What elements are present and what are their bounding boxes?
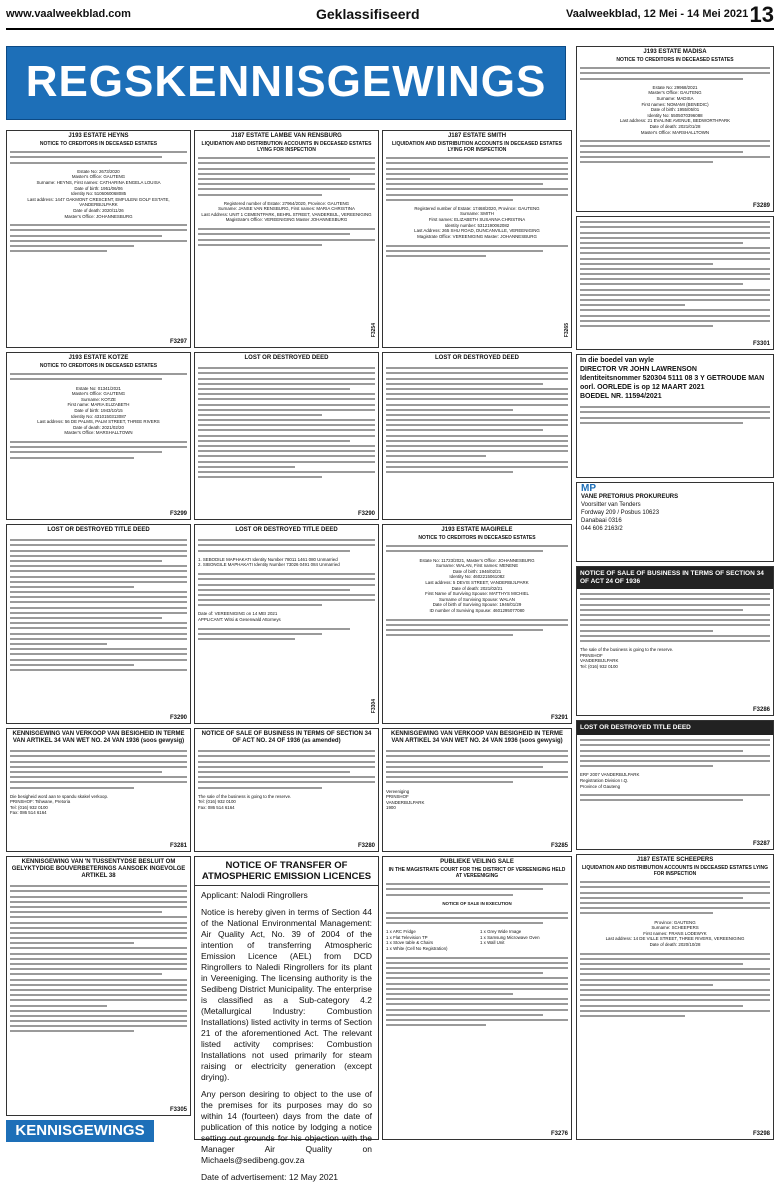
page-header bbox=[6, 4, 774, 30]
notice-subtitle: NOTICE TO CREDITORS IN DECEASED ESTATES bbox=[39, 363, 158, 369]
notice-public-auction bbox=[382, 856, 572, 1140]
mp-logo: MP bbox=[581, 483, 596, 494]
notice-title: LOST OR DESTROYED TITLE DEED bbox=[577, 721, 773, 735]
footer-label: KENNISGEWINGS bbox=[15, 1122, 145, 1139]
notice-line: NOTICE OF SALE IN EXECUTION bbox=[442, 900, 512, 906]
notice-line: Surname: KOTZE bbox=[81, 396, 116, 402]
notice-line: Surname: SCHEEPERS bbox=[651, 925, 699, 931]
notice-ref: F3297 bbox=[169, 339, 187, 345]
auction-item: 1 x Grey Wide Image bbox=[480, 929, 522, 935]
notice-line: Identiteitsnommer 520304 5111 08 3 Y GETROUDE MAN bbox=[580, 375, 765, 382]
notice-line: Master's Office: GAUTENG bbox=[71, 391, 126, 397]
notice-line: Identity No: 5505070396088 bbox=[647, 112, 703, 118]
notice-line: First names: FRANS LODEWYK bbox=[643, 930, 707, 936]
notice-paragraph: Notice is hereby given in terms of Section 44 of the National Environmental Management: Air Quality Act, No. 39 of 2004 of the intention of transferring Atmospheric Emission Licence (AEL) from DCD Ringrollers to Naledi Ringrollers for its plant in Vereeniging. The licensing authority is the Sedibeng District Municipality. The enterprise is classified as a Sub-category 4.2 (Metallurgical Industry: Combustion Installations) listed activity in terms of Section 21 of the aforementioned Act. The relevant listed activity comprises: Combustion Installations not used primarily for steam raising or electricity generation (except drying). bbox=[201, 907, 373, 1082]
notice-estate-scheepers bbox=[576, 854, 774, 1140]
section-title: Geklassifiseerd bbox=[316, 6, 420, 22]
notice-subtitle: NOTICE TO CREDITORS IN DECEASED ESTATES bbox=[616, 57, 734, 63]
notice-line: Date of birth: 1943/10/15 bbox=[74, 407, 123, 413]
notice-estate-madisa bbox=[576, 46, 774, 212]
notice-line: VANDERBIJLPARK bbox=[580, 658, 619, 664]
notice-body bbox=[383, 788, 571, 812]
notice-line: First names: ELIZABETH SUSANNA CHRISTINA bbox=[428, 217, 526, 223]
notice-line: Last address: 5 DEVIS STREET, VANDERBIJLPARK bbox=[425, 579, 529, 585]
notice-line: Date of birth: 1946/02/21 bbox=[452, 568, 502, 574]
notice-ref: F3305 bbox=[169, 1107, 187, 1113]
notice-lost-title-deed-b bbox=[194, 524, 379, 724]
notice-applicant: Applicant: Nalodi Ringrollers bbox=[195, 885, 378, 904]
notice-subtitle: LIQUIDATION AND DISTRIBUTION ACCOUNTS IN DECEASED ESTATES LYING FOR INSPECTION bbox=[201, 141, 372, 153]
notice-line: Surname: MADISA bbox=[656, 95, 694, 101]
notice-body bbox=[577, 646, 773, 670]
notice-title: J193 ESTATE KOTZE bbox=[68, 355, 129, 361]
notice-estate-walan bbox=[382, 524, 572, 724]
notice-line: Last Address: UNIT 1 CEMENTPARK, BEHRL STREET, VANDERBIJL, VEREENIGING bbox=[201, 211, 372, 217]
notice-line: Date of death: 2021/02/21 bbox=[451, 585, 503, 591]
notice-body bbox=[195, 610, 378, 623]
notice-line: Estate No: 29968/2021 bbox=[652, 84, 698, 90]
notice-line: Fax: 086 514 6164 bbox=[10, 810, 47, 816]
auction-items-left bbox=[383, 928, 477, 952]
notice-line: Last address: 1447 OAKMONT CRESCENT, EMFULENI GOLF ESTATE, VANDERBIJLPARK bbox=[27, 196, 170, 208]
notice-line: Vereeniging bbox=[386, 788, 410, 794]
notice-subtitle: NOTICE TO CREDITORS IN DECEASED ESTATES bbox=[39, 141, 158, 147]
notice-line: Province of Gauteng bbox=[580, 783, 621, 789]
notice-estate-heyns bbox=[6, 130, 191, 348]
page-number: 13 bbox=[749, 2, 774, 27]
notice-ref: F3281 bbox=[169, 843, 187, 849]
notice-line: Die besigheid word aan te spandu skakel verkoop. bbox=[10, 793, 109, 799]
notice-estate-kotze bbox=[6, 352, 191, 520]
notice-line: 044 606 2163/2 bbox=[581, 526, 623, 532]
notice-ref: F3285 bbox=[550, 843, 568, 849]
notice-line: Magistrate's Office: VEREENIGING Master JOHANNESBURG bbox=[225, 217, 348, 223]
notice-line: Master's Office: GAUTENG bbox=[71, 174, 126, 180]
notice-title: J187 ESTATE SMITH bbox=[447, 133, 507, 139]
notice-ref: F3265 bbox=[564, 322, 570, 337]
notice-line: Last Address: 265 SHU ROAD, DUNCANVILLE, VEREENIGING bbox=[414, 228, 540, 234]
notice-lost-deed-3 bbox=[576, 720, 774, 850]
notice-sale-business-af-2 bbox=[382, 728, 572, 852]
notice-line: Estate No: 2673/2020 bbox=[77, 168, 120, 174]
notice-ref: F3280 bbox=[357, 843, 375, 849]
notice-line: Master's Office: MARSHALLTOWN bbox=[640, 129, 710, 135]
notice-ref: F3290 bbox=[169, 715, 187, 721]
notice-line: Surname: SMITH bbox=[460, 211, 494, 217]
notice-line: Estate No: 11723/2021, Master's Office: JOHANNESBURG bbox=[419, 557, 535, 563]
notice-line: Last address: 21 EVALINE AVENUE, BEDWORTHPARK bbox=[619, 118, 731, 124]
notice-line: Date of death: 2020/10/28 bbox=[649, 941, 701, 947]
notice-body bbox=[383, 557, 571, 615]
notice-line: Date of: VEREENIGING on 14 MEI 2021 bbox=[198, 611, 278, 617]
notice-title: NOTICE OF SALE OF BUSINESS IN TERMS OF SECTION 34 OF ACT NO. 24 OF 1936 (as amended) bbox=[201, 731, 372, 744]
notice-body bbox=[195, 793, 378, 812]
notice-wynand-estate bbox=[576, 354, 774, 478]
notice-ref: F3286 bbox=[752, 707, 770, 713]
notice-line: Fordway 209 / Posbus 10623 bbox=[581, 510, 660, 516]
notice-line: oorl. OORLEDE is op 12 MAART 2021 bbox=[580, 384, 705, 391]
notice-subtitle: NOTICE TO CREDITORS IN DECEASED ESTATES bbox=[418, 535, 536, 541]
site-url[interactable]: www.vaalweekblad.com bbox=[6, 8, 131, 20]
notice-estate-jvr bbox=[194, 130, 379, 348]
notice-ref: F3299 bbox=[169, 511, 187, 517]
auction-item: 1 x Wall Unit bbox=[480, 940, 505, 946]
notice-line: First name: MARIA ELIZABETH bbox=[67, 402, 130, 408]
notice-line: VANDERBIJLPARK bbox=[386, 799, 425, 805]
notice-body bbox=[7, 385, 190, 437]
notice-line: Identity number: 5312190062082 bbox=[444, 222, 510, 228]
auction-items-right bbox=[477, 928, 571, 952]
notice-body bbox=[577, 355, 773, 402]
notice-subtitle: LIQUIDATION AND DISTRIBUTION ACCOUNTS IN DECEASED ESTATES LYING FOR INSPECTION bbox=[581, 865, 769, 877]
notice-body bbox=[383, 205, 571, 241]
notice-line: The sale of the business is going to the reserve. bbox=[198, 793, 292, 799]
notice-ref: F3301 bbox=[752, 341, 770, 347]
notice-title: NOTICE OF TRANSFER OF ATMOSPHERIC EMISSION LICENCES bbox=[201, 860, 372, 882]
notice-subtitle: IN THE MAGISTRATE COURT FOR THE DISTRICT OF VEREENIGING HELD AT VEREENIGING bbox=[388, 867, 566, 879]
notice-title: J187 ESTATE SCHEEPERS bbox=[636, 857, 714, 863]
notice-title: LOST OR DESTROYED TITLE DEED bbox=[47, 527, 150, 533]
notice-line: Surname: JANSE VAN RENSBURG, First names: MARIA CHRISTINA bbox=[218, 206, 355, 212]
notice-estate-smith bbox=[382, 130, 572, 348]
notice-line: Surname: WALAN, First names: MENENE bbox=[435, 563, 519, 569]
notice-line: Master's Office: MARSHALLTOWN bbox=[64, 430, 133, 436]
notice-section34-right bbox=[576, 566, 774, 716]
notice-ref: F3304 bbox=[371, 698, 377, 713]
notice-line: 1. SEBODILE MAPHAKATI Identity Number 78011 1461 080 Unmarried bbox=[198, 556, 338, 562]
notice-sale-business-af bbox=[6, 728, 191, 852]
notice-body bbox=[195, 200, 378, 224]
notice-title: In die boedel van wyle bbox=[580, 357, 654, 364]
notice-line: Registered number of Estate: 27964/2020, Province: GAUTENG bbox=[223, 200, 350, 206]
notice-line: First names: NOMAMI (BENEDIC) bbox=[641, 101, 709, 107]
notice-lost-deed-1 bbox=[194, 352, 379, 520]
notice-ref: F3298 bbox=[752, 1131, 770, 1137]
notice-line: APPLICANT: Witsi & Gesenwald Attorneys bbox=[198, 617, 281, 623]
notice-line: Master's Office: JOHANNESBURG bbox=[64, 213, 133, 219]
notice-line: Surname: HEYNS, First names: CATHARINA ENGELA LOUISA bbox=[36, 179, 161, 185]
notice-body bbox=[577, 483, 773, 535]
notice-title: VANE PRETORIUS PROKUREURS bbox=[581, 494, 679, 500]
notice-line: Date of birth: 1951/06/06 bbox=[74, 185, 123, 191]
notice-title: KENNISGEWING VAN VERKOOP VAN BESIGHEID IN TERME VAN ARTIKEL 34 VAN WET NO. 24 VAN 1936 (soos gewysig) bbox=[12, 731, 185, 744]
notice-title: NOTICE OF SALE OF BUSINESS IN TERMS OF SECTION 34 OF ACT 24 OF 1936 bbox=[577, 567, 773, 589]
notice-line: ERF 2007 VANDERBIJLPARK bbox=[580, 772, 640, 778]
notice-line: The sale of the business is going to the reserve. bbox=[580, 647, 674, 653]
notice-title: KENNISGEWING VAN VERKOOP VAN BESIGHEID IN TERME VAN ARTIKEL 34 VAN WET NO. 24 VAN 1936 (soos gewysig) bbox=[390, 731, 564, 744]
notice-line: Date of death: 2020/11/26 bbox=[73, 207, 124, 213]
auction-item: 1 x ARC Fridge bbox=[386, 929, 416, 935]
notice-line: BOEDEL NR. 11594/2021 bbox=[580, 393, 662, 400]
notice-line: ID number of Surviving Spouse: 4601295077080 bbox=[429, 607, 525, 613]
notice-line: PRINSHOF bbox=[386, 794, 409, 800]
notice-body bbox=[195, 556, 378, 569]
notice-line: Last address: 56 DE PALMS, PALM STREET, THREE RIVERS bbox=[37, 419, 160, 425]
notice-line: Registered number of Estate: 17468/2020, Province: GAUTENG bbox=[414, 205, 540, 211]
notice-line: Identity No: 4602215061082 bbox=[449, 574, 505, 580]
notice-title: LOST OR DESTROYED TITLE DEED bbox=[235, 527, 338, 533]
notice-line: Magistrate Office: VEREENIGING Master: JOHANNESBURG bbox=[417, 233, 537, 239]
notice-line: Registration Division I.Q. bbox=[580, 777, 629, 783]
notice-line: 2. SIBONGILE MAPHAKATI Identity Number 73026 0491 084 Unmarried bbox=[198, 562, 340, 568]
notice-title: J187 ESTATE LAMBE VAN RENSBURG bbox=[231, 133, 342, 139]
notice-line: Master's Office: GAUTENG bbox=[648, 90, 702, 96]
issue-date: Vaalweekblad, 12 Mei - 14 Mei 2021 bbox=[566, 8, 749, 20]
notice-body bbox=[577, 771, 773, 790]
notice-ref: F3254 bbox=[371, 322, 377, 337]
notice-lost-title-deed-a bbox=[6, 524, 191, 724]
notice-atmospheric-emission bbox=[194, 856, 379, 1182]
notice-title: J193 ESTATE HEYNS bbox=[68, 133, 129, 139]
notice-title: LOST OR DESTROYED DEED bbox=[244, 355, 329, 361]
notice-title: LOST OR DESTROYED DEED bbox=[434, 355, 519, 361]
notice-sale-business-en bbox=[194, 728, 379, 852]
notice-line: Estate No: 01341/2021 bbox=[76, 385, 121, 391]
notice-line: First Name of Surviving Spouse: MATTHYS MICHIEL bbox=[425, 591, 529, 597]
notice-line: Fax: 086 514 6164 bbox=[198, 804, 235, 810]
notice-title: PUBLIEKE VEILING SALE bbox=[440, 859, 514, 865]
section-banner bbox=[6, 46, 566, 120]
notice-line: PRINSHOF bbox=[580, 652, 603, 658]
notice-line: DIRECTOR VR JOHN LAWRENSON bbox=[580, 366, 697, 373]
notice-line: Date of death: 2021/02/20 bbox=[73, 424, 124, 430]
notice-body bbox=[577, 84, 773, 136]
notice-line: Date of death: 2021/01/28 bbox=[649, 123, 701, 129]
notice-line: Voorsitter van Tenders bbox=[581, 502, 641, 508]
notice-title: J193 ESTATE MAGIRELE bbox=[441, 527, 513, 533]
footer-kennisgewings bbox=[6, 1120, 154, 1142]
auction-item: 1 x Stove table & Chairs bbox=[386, 940, 434, 946]
notice-body bbox=[7, 793, 190, 817]
notice-line: PRINSHOF: Tshwane, Pretoria bbox=[10, 799, 71, 805]
notice-body bbox=[7, 168, 190, 220]
notice-lost-deed-4 bbox=[576, 216, 774, 350]
notice-ref: F3287 bbox=[752, 841, 770, 847]
notice-lost-deed-2 bbox=[382, 352, 572, 520]
notice-ref: F3291 bbox=[550, 715, 568, 721]
notice-line: Tel: (016) 932 0100 bbox=[198, 799, 236, 805]
notice-line: Date of birth: 1955/05/01 bbox=[650, 107, 700, 113]
notice-line: Province: GAUTENG bbox=[654, 919, 696, 925]
notice-line: Surname of Surviving Spouse: WALAN bbox=[439, 596, 515, 602]
notice-title: J193 ESTATE MADISA bbox=[643, 49, 707, 55]
notice-mp-attorneys bbox=[576, 482, 774, 562]
notice-line: Date of birth of Surviving Spouse: 1946/01/29 bbox=[432, 602, 522, 608]
notice-title: KENNISGEWING VAN 'N TUSSENTYDSE BESLUIT OM GELYKTYDIGE BOUVERBETERINGS AANSOEK INGEVOLGE ARTIKEL 38 bbox=[11, 859, 186, 879]
notice-line: Last address: 14 DE VILLE STREET, THREE RIVERS, VEREENIGING bbox=[605, 936, 745, 942]
banner-title: REGSKENNISGEWINGS bbox=[25, 57, 547, 106]
auction-item: 1 x Flat Television TP bbox=[386, 934, 428, 940]
notice-subtitle: LIQUIDATION AND DISTRIBUTION ACCOUNTS IN DECEASED ESTATES LYING FOR INSPECTION bbox=[392, 141, 562, 153]
notice-paragraph: Any person desiring to object to the use of the premises for its purposes may do so within 14 (fourteen) days from the date of publication of this notice by lodging a notice setting out grounds for his objection with the Manager Air Quality on Michaels@sedibeng.gov.za bbox=[201, 1089, 372, 1165]
notice-line: Identity No: 4310150313087 bbox=[70, 413, 127, 419]
notice-kennisgewing-bouverbeterings bbox=[6, 856, 191, 1116]
notice-ref: F3289 bbox=[752, 203, 770, 209]
auction-item: 1 x White (Cell No Registration) bbox=[386, 945, 448, 951]
notice-date: Date of advertisement: 12 May 2021 bbox=[201, 1172, 339, 1182]
notice-line: 1900 bbox=[386, 805, 396, 811]
notice-body bbox=[577, 919, 773, 949]
notice-line: Tel: (016) 932 0100 bbox=[580, 663, 618, 669]
notice-ref: F3276 bbox=[550, 1131, 568, 1137]
notice-line: Danabaai 0316 bbox=[581, 518, 622, 524]
notice-line: Tel: (016) 932 0100 bbox=[10, 804, 48, 810]
notice-line: Identity No: 5106060068085 bbox=[70, 191, 127, 197]
auction-item: 1 x Samsung Microwave Oven bbox=[480, 934, 540, 940]
notice-ref: F3290 bbox=[357, 511, 375, 517]
